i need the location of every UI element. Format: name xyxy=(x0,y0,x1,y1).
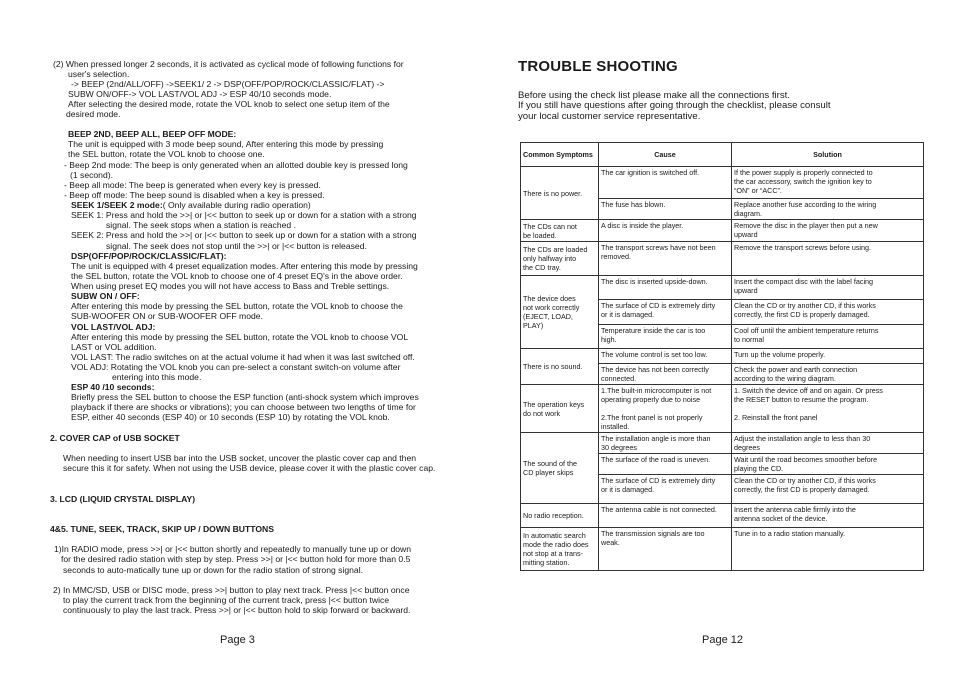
cause-cell: The antenna cable is not connected. xyxy=(599,504,732,528)
text-line xyxy=(71,291,140,301)
line-text: user's selection. xyxy=(68,69,130,79)
text-line xyxy=(66,109,120,119)
solution-cell: Remove the transport screws before using. xyxy=(732,242,924,276)
header-common-symptoms: Common Symptoms xyxy=(521,143,599,167)
text-line xyxy=(63,595,389,605)
cause-cell: The transmission signals are too weak. xyxy=(599,528,732,571)
text-line xyxy=(71,332,408,342)
line-text: ESP, either 40 seconds (ESP 40) or 10 seconds (ESP 10) by rotating the VOL knob. xyxy=(71,412,390,422)
text-line xyxy=(68,99,390,109)
line-text: LAST or VOL addition. xyxy=(71,342,157,352)
line-text: the SEL button, rotate the VOL knob to choose one. xyxy=(68,149,265,159)
line-text: continuously to play the last track. Press >>| or |<< button hold to skip forward or backward. xyxy=(63,605,411,615)
line-text: The unit is equipped with 4 preset equalization modes. After entering this mode by pressing xyxy=(71,261,418,271)
text-line xyxy=(71,281,389,291)
table-row xyxy=(521,276,924,300)
line-text: SUB-WOOFER ON or SUB-WOOFER OFF mode. xyxy=(71,311,263,321)
text-line xyxy=(68,89,331,99)
text-line xyxy=(64,180,321,190)
line-text: signal. The seek does not stop until the >>| or |<< button is released. xyxy=(106,241,367,251)
cause-cell: The volume control is set too low. xyxy=(599,349,732,364)
text-line xyxy=(71,392,419,402)
solution-cell: If the power supply is properly connected to the car accessory, switch the ignition key to “ON” or “ACC”. xyxy=(732,167,924,199)
cause-cell: The surface of the road is uneven. xyxy=(599,454,732,475)
line-text: (2) When pressed longer 2 seconds, it is activated as cyclical mode of following functions for xyxy=(53,59,404,69)
text-line xyxy=(71,271,403,281)
symptom-cell: No radio reception. xyxy=(521,504,599,528)
cause-cell: The disc is inserted upside-down. xyxy=(599,276,732,300)
section-heading: ESP 40 /10 seconds: xyxy=(71,382,155,392)
text-line xyxy=(68,129,236,139)
section-heading: SEEK 1/SEEK 2 mode: xyxy=(71,200,163,210)
section-heading: DSP(OFF/POP/ROCK/CLASSIC/FLAT): xyxy=(71,251,227,261)
text-line xyxy=(63,565,363,575)
cause-cell: The device has not been correctly connected. xyxy=(599,364,732,385)
text-line xyxy=(71,412,390,422)
symptom-cell: The operation keys do not work xyxy=(521,385,599,433)
line-text: SEEK 2: Press and hold the >>| or |<< button to seek up or down for a station with a strong xyxy=(71,230,417,240)
line-text: desired mode. xyxy=(66,109,121,119)
text-line xyxy=(71,79,384,89)
line-text: the SEL button, rotate the VOL knob to choose one of 4 preset EQ's in the above order. xyxy=(71,271,403,281)
text-line xyxy=(71,402,416,412)
trouble-shooting-table xyxy=(520,142,924,571)
line-text: SEEK 1: Press and hold the >>| or |<< button to seek up or down for a station with a strong xyxy=(71,210,417,220)
solution-cell: Remove the disc in the player then put a new upward xyxy=(732,220,924,242)
table-row xyxy=(521,220,924,242)
text-line xyxy=(50,433,180,443)
solution-cell: Wait until the road becomes smoother before playing the CD. xyxy=(732,454,924,475)
section-heading: 4&5. TUNE, SEEK, TRACK, SKIP UP / DOWN BUTTONS xyxy=(50,524,274,534)
line-text: - Beep off mode: The beep sound is disabled when a key is pressed. xyxy=(64,190,325,200)
line-text: - Beep 2nd mode: The beep is only generated when an allotted double key is pressed long xyxy=(64,160,408,170)
text-line xyxy=(63,463,435,473)
cause-cell: The surface of CD is extremely dirty or it is damaged. xyxy=(599,475,732,504)
solution-cell: Tune in to a radio station manually. xyxy=(732,528,924,571)
symptom-cell: In automatic search mode the radio does not stop at a trans- mitting station. xyxy=(521,528,599,571)
solution-cell: Clean the CD or try another CD, if this works correctly, the first CD is properly damaged. xyxy=(732,475,924,504)
cause-cell: 1.The built-in microcomputer is not operating properly due to noise 2.The front panel is not properly installed. xyxy=(599,385,732,433)
line-text: After entering this mode by pressing the SEL button, rotate the VOL knob to choose VOL xyxy=(71,332,409,342)
line-text: The unit is equipped with 3 mode beep sound, After entering this mode by pressing xyxy=(68,139,384,149)
text-line xyxy=(71,210,417,220)
line-text: 2) In MMC/SD, USB or DISC mode, press >>| button to play next track. Press |<< button once xyxy=(53,585,410,595)
table-row xyxy=(521,242,924,276)
text-line xyxy=(71,261,418,271)
symptom-cell: The device does not work correctly (EJECT, LOAD, PLAY) xyxy=(521,276,599,349)
table-body xyxy=(521,167,924,571)
text-line xyxy=(71,342,157,352)
page-title: TROUBLE SHOOTING xyxy=(518,58,678,75)
section-heading: BEEP 2ND, BEEP ALL, BEEP OFF MODE: xyxy=(68,129,237,139)
text-line xyxy=(71,251,226,261)
intro-line-2: If you still have questions after going through the checklist, please consult xyxy=(518,100,831,111)
text-line xyxy=(71,362,400,372)
line-text: - Beep all mode: The beep is generated when every key is pressed. xyxy=(64,180,321,190)
text-line xyxy=(64,190,325,200)
table-row xyxy=(521,433,924,454)
table-row xyxy=(521,167,924,199)
table-row xyxy=(521,504,924,528)
text-line xyxy=(64,160,408,170)
text-line xyxy=(71,230,417,240)
solution-cell: 1. Switch the device off and on again. Or press the RESET button to resume the program. 2. Reinstall the front panel xyxy=(732,385,924,433)
solution-cell: Clean the CD or try another CD, if this works correctly, the first CD is properly damaged. xyxy=(732,300,924,325)
text-line xyxy=(68,69,129,79)
symptom-cell: There is no sound. xyxy=(521,349,599,385)
table-row xyxy=(521,385,924,433)
solution-cell: Adjust the installation angle to less than 30 degrees xyxy=(732,433,924,454)
text-line xyxy=(53,585,410,595)
line-text: playback if there are shocks or vibrations); you can choose between two lengths of time for xyxy=(71,402,416,412)
intro-line-3: your local customer service representative. xyxy=(518,111,701,122)
cause-cell: The surface of CD is extremely dirty or it is damaged. xyxy=(599,300,732,325)
header-solution: Solution xyxy=(732,143,924,167)
text-line xyxy=(63,605,410,615)
solution-cell: Insert the antenna cable firmly into the antenna socket of the device. xyxy=(732,504,924,528)
text-line xyxy=(106,241,367,251)
text-line xyxy=(68,149,265,159)
text-line xyxy=(71,322,155,332)
line-text: secure this it for safety. When not using the USB device, please cover it with the plastic cover cap. xyxy=(63,463,436,473)
text-line xyxy=(71,382,154,392)
table-row xyxy=(521,349,924,364)
page-number-left: Page 3 xyxy=(220,634,255,646)
intro-line-1: Before using the check list please make all the connections first. xyxy=(518,90,790,101)
right-page xyxy=(477,0,954,676)
symptom-cell: The sound of the CD player skips xyxy=(521,433,599,504)
line-text: After entering this mode by pressing the SEL button, rotate the VOL knob to choose the xyxy=(71,301,403,311)
text-line xyxy=(50,494,195,504)
solution-cell: Turn up the volume properly. xyxy=(732,349,924,364)
cause-cell: Temperature inside the car is too high. xyxy=(599,325,732,349)
text-line xyxy=(50,524,274,534)
text-line xyxy=(61,554,410,564)
line-text: (1 second). xyxy=(70,170,113,180)
line-text: -> BEEP (2nd/ALL/OFF) ->SEEK1/ 2 -> DSP(OFF/POP/ROCK/CLASSIC/FLAT) -> xyxy=(71,79,385,89)
line-text: When needing to insert USB bar into the USB socket, uncover the plastic cover cap and then xyxy=(63,453,417,463)
text-line xyxy=(70,170,113,180)
section-heading: SUBW ON / OFF: xyxy=(71,291,140,301)
line-text: ( Only available during radio operation) xyxy=(162,200,311,210)
line-text: SUBW ON/OFF-> VOL LAST/VOL ADJ -> ESP 40/10 seconds mode. xyxy=(68,89,332,99)
line-text: to play the current track from the beginning of the current track, press |<< button twice xyxy=(63,595,390,605)
solution-cell: Replace another fuse according to the wiring diagram. xyxy=(732,199,924,220)
text-line xyxy=(68,139,383,149)
table-header-row xyxy=(521,143,924,167)
text-line xyxy=(71,311,263,321)
line-text: for the desired radio station with step by step. Press >>| or |<< button hold for more than 0.5 xyxy=(61,554,411,564)
line-text: After selecting the desired mode, rotate the VOL knob to select one setup item of the xyxy=(68,99,390,109)
text-line xyxy=(71,200,311,210)
line-text: seconds to auto-matically tune up or down for the radio station of strong signal. xyxy=(63,565,363,575)
cause-cell: The transport screws have not been removed. xyxy=(599,242,732,276)
line-text: 1)In RADIO mode, press >>| or |<< button shortly and repeatedly to manually tune up or down xyxy=(54,544,412,554)
text-line xyxy=(106,220,296,230)
table-row xyxy=(521,528,924,571)
line-text: Briefly press the SEL button to choose the ESP function (anti-shock system which improves xyxy=(71,392,419,402)
cause-cell: The car ignition is switched off. xyxy=(599,167,732,199)
solution-cell: Check the power and earth connection according to the wiring diagram. xyxy=(732,364,924,385)
cause-cell: The fuse has blown. xyxy=(599,199,732,220)
cause-cell: A disc is inside the player. xyxy=(599,220,732,242)
text-line xyxy=(63,453,416,463)
solution-cell: Cool off until the ambient temperature returns to normal xyxy=(732,325,924,349)
text-line xyxy=(112,372,201,382)
section-heading: 2. COVER CAP of USB SOCKET xyxy=(50,433,180,443)
line-text: When using preset EQ modes you will not have access to Bass and Treble settings. xyxy=(71,281,390,291)
section-heading: VOL LAST/VOL ADJ: xyxy=(71,322,156,332)
line-text: entering into this mode. xyxy=(112,372,202,382)
text-line xyxy=(71,352,415,362)
line-text: signal. The seek stops when a station is reached . xyxy=(106,220,296,230)
symptom-cell: The CDs can not be loaded. xyxy=(521,220,599,242)
symptom-cell: The CDs are loaded only halfway into the CD tray. xyxy=(521,242,599,276)
line-text: VOL ADJ: Rotating the VOL knob you can pre-select a constant switch-on volume after xyxy=(71,362,401,372)
symptom-cell: There is no power. xyxy=(521,167,599,220)
text-line xyxy=(71,301,403,311)
line-text: VOL LAST: The radio switches on at the actual volume it had when it was last switched off. xyxy=(71,352,415,362)
cause-cell: The installation angle is more than 30 degrees xyxy=(599,433,732,454)
header-cause: Cause xyxy=(599,143,732,167)
section-heading: 3. LCD (LIQUID CRYSTAL DISPLAY) xyxy=(50,494,196,504)
text-line xyxy=(53,59,404,69)
text-line xyxy=(54,544,411,554)
solution-cell: Insert the compact disc with the label facing upward xyxy=(732,276,924,300)
page-number-right: Page 12 xyxy=(702,634,743,646)
